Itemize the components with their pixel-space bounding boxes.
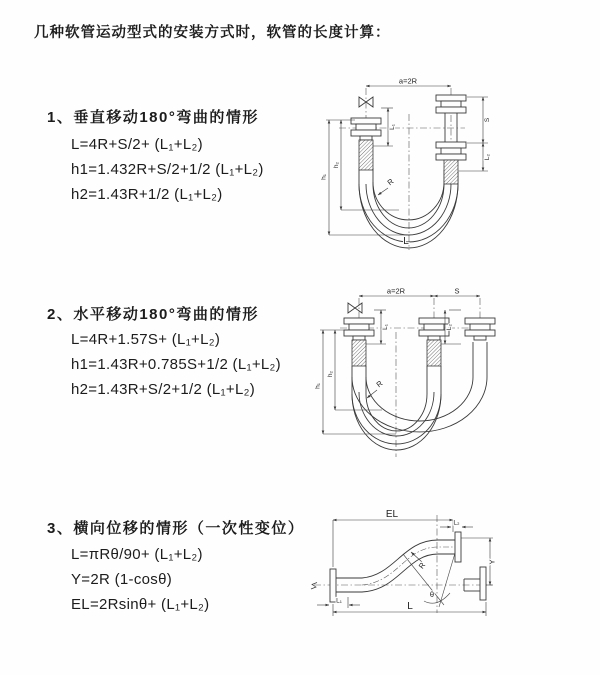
flange-middle	[419, 318, 449, 340]
dim-label-l: L	[407, 601, 413, 612]
braided-hose-section-left	[359, 140, 373, 170]
flange-right-lower	[436, 142, 466, 160]
braided-hose-section-left	[352, 340, 366, 366]
centerline-break-mark	[311, 583, 317, 590]
dim-label-s: S	[454, 286, 460, 296]
dim-label-a2r: a=2R	[386, 286, 406, 296]
dim-label-h1: h₁	[314, 383, 322, 389]
hose-centerline	[362, 547, 455, 585]
dim-label-h1: h₁	[320, 174, 328, 180]
dim-label-h2: h₂	[333, 161, 340, 169]
dim-label-l2: L₂	[453, 519, 460, 527]
flange-right-lower	[464, 567, 486, 600]
dimension-lines	[317, 520, 493, 616]
braided-hose-section-middle	[427, 340, 441, 366]
flange-left	[344, 318, 374, 340]
dimension-lines	[320, 296, 480, 434]
section-2-formula-h1: h1=1.43R+0.785S+1/2 (L₁+L₂)	[71, 356, 281, 373]
section-3-formula-L: L=πRθ/90+ (L₁+L₂)	[71, 546, 203, 563]
dim-label-a2r: a=2R	[398, 76, 418, 86]
section-1-formula-h2: h2=1.43R+1/2 (L₁+L₂)	[71, 186, 223, 203]
dim-label-r: R	[374, 378, 385, 390]
section-1-formula-h1: h1=1.432R+S/2+1/2 (L₁+L₂)	[71, 161, 264, 178]
dim-label-l2: L₂	[484, 153, 491, 161]
section-3-formula-EL: EL=2Rsinθ+ (L₁+L₂)	[71, 596, 210, 613]
flange-left	[330, 569, 362, 602]
section-2-formula-L: L=4R+1.57S+ (L₁+L₂)	[71, 331, 221, 348]
valve-icon	[348, 303, 362, 313]
flange-left	[351, 118, 381, 140]
page-title: 几种软管运动型式的安装方式时，软管的长度计算：	[34, 25, 391, 41]
section-3-formula-Y: Y=2R (1-cosθ)	[71, 571, 173, 588]
section-3-heading: 3、横向位移的情形（一次性变位）	[47, 520, 305, 537]
dim-label-r: R	[385, 176, 396, 188]
hose-s-curve	[362, 540, 455, 592]
section-1-formula-L: L=4R+S/2+ (L₁+L₂)	[71, 136, 203, 153]
angle-label-theta: θ	[429, 590, 435, 599]
braided-hose-section-right	[444, 160, 458, 184]
dim-label-h2: h₂	[327, 370, 334, 378]
dim-label-r: R	[416, 560, 428, 571]
flange-right-upper	[455, 532, 461, 562]
section-2-formula-h2: h2=1.43R+S/2+1/2 (L₁+L₂)	[71, 381, 256, 398]
flange-right-upper	[436, 95, 466, 113]
dim-label-l: L	[403, 236, 409, 247]
dim-label-s: S	[484, 117, 491, 123]
diagram-horizontal-180-bend	[312, 282, 592, 462]
dim-label-l2: L₂	[446, 323, 453, 331]
dim-label-y: Y	[487, 559, 497, 565]
section-1-heading: 1、垂直移动180°弯曲的情形	[47, 109, 259, 126]
dim-label-l1: L₁	[336, 597, 342, 605]
dim-label-l1: L₁	[382, 324, 389, 330]
hose-u-bend	[352, 366, 441, 450]
diagram-vertical-180-bend	[315, 72, 585, 257]
section-2-heading: 2、水平移动180°弯曲的情形	[47, 306, 259, 323]
dim-label-el: EL	[385, 509, 399, 520]
diagram-lateral-displacement	[300, 505, 595, 640]
dim-label-l1: L₁	[389, 124, 396, 130]
flange-right	[465, 318, 495, 340]
